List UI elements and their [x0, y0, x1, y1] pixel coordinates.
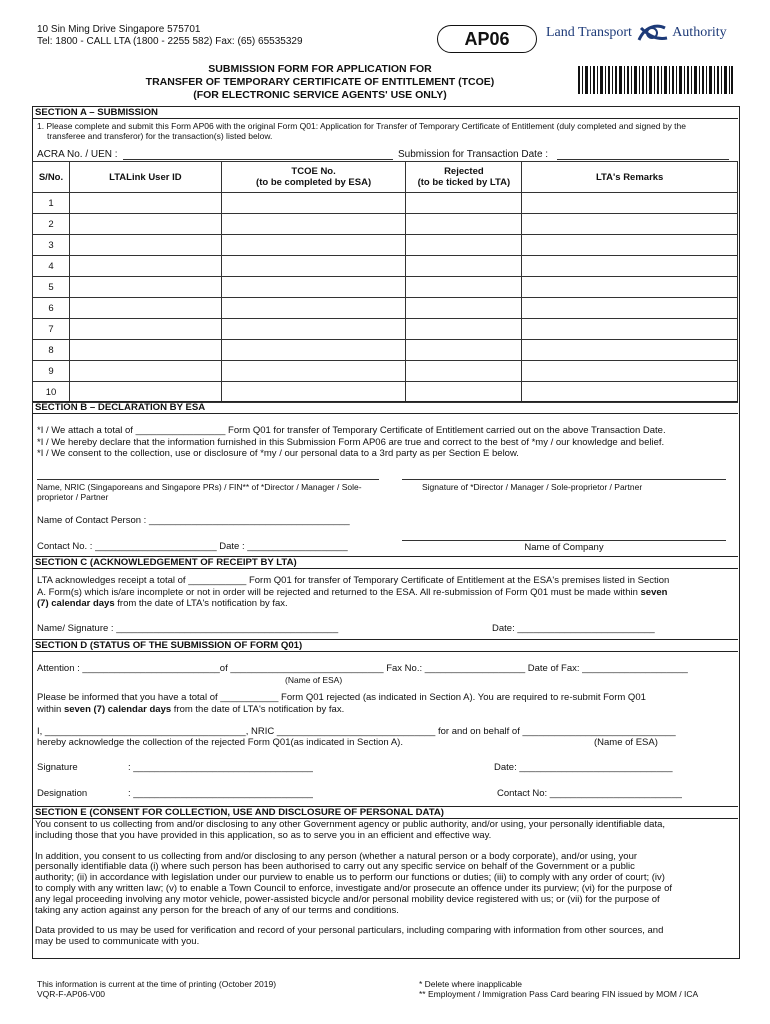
notice-line: Please be informed that you have a total of ___________ Form Q01 rejected (as indicated in Section A). You are required to re-submit Form Q01 — [37, 692, 646, 703]
name-signature-field[interactable]: Name/ Signature : __________________________________________ — [37, 623, 339, 634]
contact-no-field-d[interactable]: Contact No: _________________________ — [497, 788, 682, 799]
director-name-label — [37, 482, 397, 502]
esa-name-caption-2: (Name of ESA) — [594, 737, 658, 748]
table-row — [33, 256, 738, 277]
col-sno: S/No. — [33, 162, 70, 193]
col-rejected: Rejected (to be ticked by LTA) — [406, 162, 522, 193]
designation-field[interactable]: : __________________________________ — [128, 788, 313, 799]
user-id-cell[interactable] — [69, 214, 221, 235]
acra-label: ACRA No. / UEN : — [37, 149, 118, 160]
submission-table — [32, 161, 738, 403]
rejected-cell[interactable] — [406, 340, 522, 361]
form-version: VQR-F-AP06-V00 — [37, 989, 106, 999]
notice-line: from the date of LTA's notification by fax. — [171, 703, 345, 715]
tcoe-cell[interactable] — [221, 298, 406, 319]
row-number: 6 — [33, 298, 70, 319]
consent-line: In addition, you consent to us collecting from and/or disclosing to any person (whether a natural person or a body corporate), and/or using, your — [35, 850, 638, 862]
col-tcoe: TCOE No. (to be completed by ESA) — [221, 162, 406, 193]
user-id-cell[interactable] — [69, 361, 221, 382]
footer-right — [419, 979, 698, 999]
emphasis: seven — [640, 586, 668, 598]
section-a-heading: SECTION A – SUBMISSION — [32, 106, 738, 119]
consent-line: to comply with any written law; (v) to enable a Town Council to enforce, investigate and/or prosecute an offence under its purview; (vi) for the purpose of — [35, 882, 673, 894]
collection-ack-text: hereby acknowledge the collection of the rejected Form Q01(as indicated in Section A). — [37, 737, 403, 748]
tcoe-cell[interactable] — [221, 277, 406, 298]
table-row — [33, 277, 738, 298]
user-id-cell[interactable] — [69, 193, 221, 214]
tcoe-cell[interactable] — [221, 214, 406, 235]
section-c-date-field[interactable]: Date: __________________________ — [492, 623, 655, 634]
notice-line: within — [37, 703, 64, 715]
footer-note: This information is current at the time of printing (October 2019) — [37, 979, 277, 989]
table-header-row — [33, 162, 738, 193]
signature-field-d[interactable]: : __________________________________ — [128, 762, 313, 773]
remarks-cell[interactable] — [522, 361, 738, 382]
attention-line[interactable]: Attention : __________________________of _____________________________ Fax No.: ___________________ Date of Fax: ____________________ — [37, 663, 688, 674]
user-id-cell[interactable] — [69, 298, 221, 319]
footnote-delete: * Delete where inapplicable — [419, 979, 523, 989]
rejected-cell[interactable] — [406, 319, 522, 340]
contact-line: Tel: 1800 - CALL LTA (1800 - 2255 582) Fax: (65) 65535329 — [37, 36, 303, 47]
table-row — [33, 361, 738, 382]
ack-line: from the date of LTA's notification by fax. — [114, 598, 288, 609]
section-e-heading: SECTION E (CONSENT FOR COLLECTION, USE AND DISCLOSURE OF PERSONAL DATA) — [32, 806, 738, 819]
remarks-cell[interactable] — [522, 340, 738, 361]
consent-line: may be used to communicate with you. — [35, 936, 200, 948]
label-line: Name, NRIC (Singaporeans and Singapore PRs) / FIN** of *Director / Manager / Sole- — [37, 482, 362, 492]
lta-logo — [546, 22, 727, 44]
tcoe-cell[interactable] — [221, 340, 406, 361]
barcode-image — [578, 66, 733, 94]
instruction-line: transferee and transferor) for the transaction(s) listed below. — [47, 131, 273, 141]
director-name-field[interactable] — [37, 479, 379, 480]
table-row — [33, 214, 738, 235]
tcoe-cell[interactable] — [221, 361, 406, 382]
user-id-cell[interactable] — [69, 319, 221, 340]
row-number: 1 — [33, 193, 70, 214]
txn-date-label: Submission for Transaction Date : — [398, 149, 549, 160]
consent-text — [35, 820, 737, 948]
user-id-cell[interactable] — [69, 340, 221, 361]
remarks-cell[interactable] — [522, 298, 738, 319]
form-title — [100, 63, 540, 102]
emphasis: (7) calendar days — [37, 598, 115, 609]
date-field-d[interactable]: Date: _____________________________ — [494, 762, 673, 773]
title-line: SUBMISSION FORM FOR APPLICATION FOR — [208, 63, 432, 75]
remarks-cell[interactable] — [522, 382, 738, 403]
col-user-id: LTALink User ID — [69, 162, 221, 193]
address-line: 10 Sin Ming Drive Singapore 575701 — [37, 24, 201, 35]
user-id-cell[interactable] — [69, 256, 221, 277]
remarks-cell[interactable] — [522, 319, 738, 340]
remarks-cell[interactable] — [522, 235, 738, 256]
remarks-cell[interactable] — [522, 193, 738, 214]
remarks-cell[interactable] — [522, 256, 738, 277]
rejection-notice — [37, 692, 737, 715]
table-row — [33, 193, 738, 214]
rejected-cell[interactable] — [406, 235, 522, 256]
tcoe-cell[interactable] — [221, 382, 406, 403]
logo-text-right: Authority — [672, 25, 727, 41]
table-row — [33, 235, 738, 256]
title-line: TRANSFER OF TEMPORARY CERTIFICATE OF ENTITLEMENT (TCOE) — [145, 76, 495, 88]
consent-line: including those that you have provided in this application, so as to serve you in an efficient and effective way. — [35, 829, 492, 841]
ack-line: A. Form(s) which is/are incomplete or not in order will be rejected and returned to the ESA. All re-submission of Form Q01 must be made within — [37, 586, 641, 598]
rejected-cell[interactable] — [406, 193, 522, 214]
row-number: 10 — [33, 382, 70, 403]
consent-line: Data provided to us may be used for verification and record of your personal particulars, including comparing with information from other sources, and — [35, 925, 664, 937]
col-remarks: LTA's Remarks — [522, 162, 738, 193]
declaration-line: *I / We attach a total of _________________ Form Q01 for transfer of Temporary Certificate of Entitlement carried out on the above Transaction Date. — [37, 425, 666, 436]
table-row — [33, 382, 738, 403]
row-number: 8 — [33, 340, 70, 361]
consent-line: authority; (ii) in accordance with legislation under our purview to enable us to perform our functions or duties; (iii) to comply with any order of court; (iv) — [35, 872, 665, 884]
signature-label-d: Signature — [37, 762, 78, 773]
user-id-cell[interactable] — [69, 277, 221, 298]
signature-field[interactable] — [402, 479, 726, 480]
rejected-cell[interactable] — [406, 256, 522, 277]
section-c-text — [37, 575, 737, 610]
rejected-cell[interactable] — [406, 214, 522, 235]
row-number: 9 — [33, 361, 70, 382]
label-line: proprietor / Partner — [37, 492, 109, 502]
logo-text-left: Land Transport — [546, 25, 632, 41]
user-id-cell[interactable] — [69, 382, 221, 403]
section-a-instruction — [37, 121, 737, 141]
lta-swoosh-icon — [635, 22, 669, 44]
tcoe-cell[interactable] — [221, 193, 406, 214]
section-b-heading: SECTION B – DECLARATION BY ESA — [32, 401, 738, 414]
remarks-cell[interactable] — [522, 277, 738, 298]
acra-field[interactable] — [123, 159, 393, 160]
contact-person-field[interactable]: Name of Contact Person : ______________________________________ — [37, 515, 350, 526]
emphasis: seven (7) calendar days — [63, 703, 172, 715]
row-number: 7 — [33, 319, 70, 340]
row-number: 3 — [33, 235, 70, 256]
rejected-cell[interactable] — [406, 361, 522, 382]
table-row — [33, 340, 738, 361]
table-row — [33, 319, 738, 340]
consent-line: You consent to us collecting from and/or disclosing to any other Government agency or public authority, and/or using, your personally identifiable data, — [35, 819, 666, 830]
company-name-field[interactable] — [402, 540, 726, 541]
signature-label: Signature of *Director / Manager / Sole-proprietor / Partner — [422, 482, 643, 492]
declaration-line: *I / We hereby declare that the information furnished in this Submission Form AP06 are true and correct to the best of *my / our knowledge and belief. — [37, 436, 665, 448]
remarks-cell[interactable] — [522, 214, 738, 235]
row-number: 5 — [33, 277, 70, 298]
company-label: Name of Company — [524, 542, 604, 553]
rejected-cell[interactable] — [406, 298, 522, 319]
tcoe-cell[interactable] — [221, 319, 406, 340]
user-id-cell[interactable] — [69, 235, 221, 256]
declaration-line: *I / We consent to the collection, use or disclosure of *my / our personal data to a 3rd party as per Section E below. — [37, 448, 519, 459]
rejected-cell[interactable] — [406, 382, 522, 403]
tcoe-cell[interactable] — [221, 235, 406, 256]
consent-line: any legal proceeding involving any motor vehicle, power-assisted bicycle and/or personal mobility device registered with us; or (vii) for the purpose of — [35, 893, 660, 905]
section-d-heading: SECTION D (STATUS OF THE SUBMISSION OF FORM Q01) — [32, 639, 738, 652]
contact-no-field[interactable]: Contact No. : _______________________ Date : ___________________ — [37, 541, 348, 552]
collection-ack-line[interactable]: I, ______________________________________, NRIC ______________________________ for and on behalf of _____________________________ — [37, 726, 676, 737]
row-number: 4 — [33, 256, 70, 277]
row-number: 2 — [33, 214, 70, 235]
txn-date-field[interactable] — [557, 159, 729, 160]
section-b-declarations — [37, 425, 737, 460]
title-line: (FOR ELECTRONIC SERVICE AGENTS' USE ONLY) — [193, 89, 447, 101]
ack-line: LTA acknowledges receipt a total of ___________ Form Q01 for transfer of Temporary Certificate of Entitlement at the ESA's premises listed in Section — [37, 575, 670, 586]
footnote-fin: ** Employment / Immigration Pass Card bearing FIN issued by MOM / ICA — [419, 989, 699, 999]
address-block — [37, 24, 303, 48]
esa-name-caption: (Name of ESA) — [285, 675, 343, 685]
footer-left — [37, 979, 276, 999]
section-c-heading: SECTION C (ACKNOWLEDGEMENT OF RECEIPT BY LTA) — [32, 556, 738, 569]
instruction-line: 1. Please complete and submit this Form AP06 with the original Form Q01: Application for Transfer of Temporary Certificate of Entitlement (duly completed and signed by the — [37, 121, 686, 131]
consent-line: personally identifiable data (i) where such person has been authorised to carry out any specific service on behalf of the Government or a public — [35, 861, 635, 873]
designation-label: Designation — [37, 788, 88, 799]
form-code-badge: AP06 — [437, 25, 537, 53]
rejected-cell[interactable] — [406, 277, 522, 298]
tcoe-cell[interactable] — [221, 256, 406, 277]
consent-line: taking any action against any person for the breach of any of our terms and conditions. — [35, 904, 399, 916]
table-row — [33, 298, 738, 319]
